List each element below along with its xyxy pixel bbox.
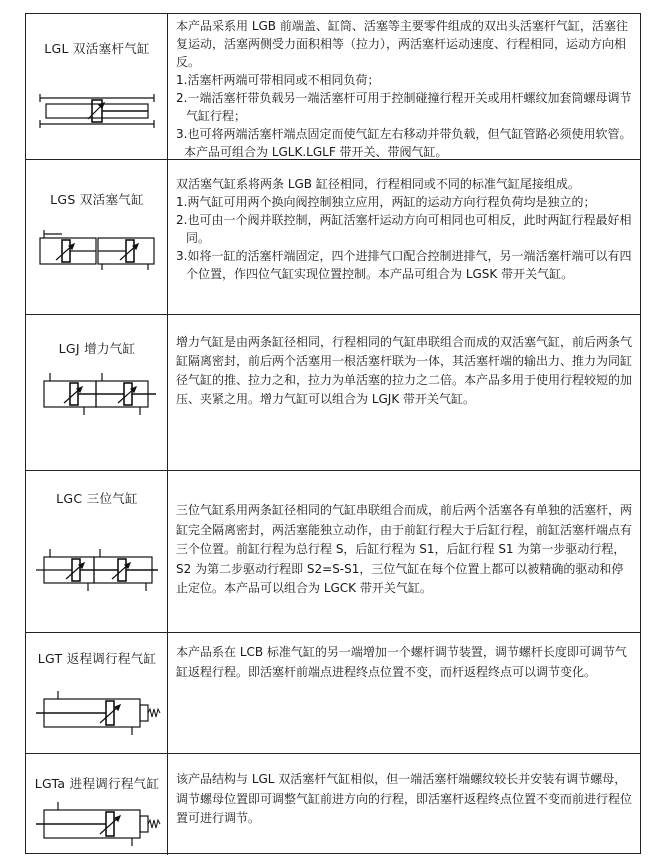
- description-text: 双活塞气缸系将两条 LGB 缸径相同，行程相同或不同的标准气缸尾接组成。: [176, 177, 580, 191]
- name-cell: [26, 160, 168, 314]
- description-text: 本产品采系用 LGB 前端盖、缸筒、活塞等主要零件组成的双出头活塞杆气缸，活塞往复运动，活塞两侧受力面积相等（拉力），两活塞杆运动速度、行程相同，运动方向相反。: [176, 19, 628, 69]
- cylinder-name: LGT 返程调行程气缸: [37, 651, 157, 666]
- description-text: 1.两气缸可用两个换向阀控制独立应用，两缸的运动方向行程负荷均是独立的；: [176, 195, 596, 209]
- table-row: [26, 160, 640, 315]
- description-text: 2.一端活塞杆带负载另一端活塞杆可用于控制碰撞行程开关或用杆螺纹加套筒螺母调节气缸行程；: [176, 91, 632, 123]
- cylinder-name: LGS 双活塞气缸: [50, 192, 144, 207]
- name-cell: [26, 633, 168, 753]
- name-cell: [26, 471, 168, 632]
- table-row: [26, 471, 640, 633]
- double-rod-cylinder-symbol: [36, 86, 158, 136]
- description-text: 本产品系在 LCB 标准气缸的另一端增加一个螺杆调节装置，调节螺杆长度即可调节气缸返程行程。即活塞杆前端点进程终点位置不变，而杆返程终点可以调节变化。: [176, 645, 627, 679]
- table-row: [26, 14, 640, 160]
- description-text: 3.如将一缸的活塞杆端固定，四个进排气口配合控制进排气，另一端活塞杆端可以有四个位置，作四位气缸实现位置控制。本产品可组合为 LGSK 带开关气缸。: [176, 249, 632, 281]
- description: [176, 643, 634, 682]
- name-cell: [26, 14, 168, 159]
- description-text: 三位气缸系用两条缸径相同的气缸串联组合而成，前后两个活塞各有单独的活塞杆，两缸完全隔离密封，两活塞能独立动作，由于前缸行程大于后缸行程，前缸活塞杆端点有三个位置。前缸行程为总行程 S，后缸行程为 S1，后缸行程 S1 为第一步驱动行程，S2 为第二步驱动行程即 S2=S-S1，三位气缸在每个位置上都可以被精确的驱动和停止定位。本产品可以组合为 LGCK 带开关气缸。: [176, 503, 633, 595]
- description: [176, 501, 634, 599]
- description-text: 本产品可组合为 LGLK.LGLF 带开关、带阀气缸。: [184, 145, 448, 159]
- cylinder-name: LGTa 进程调行程气缸: [34, 776, 160, 791]
- force-booster-cylinder-symbol: [36, 369, 158, 417]
- three-position-cylinder-symbol: [36, 547, 158, 591]
- return-stroke-adjust-cylinder-symbol: [36, 689, 162, 737]
- name-cell: [26, 315, 168, 470]
- cylinder-name: LGC 三位气缸: [56, 491, 138, 506]
- advance-stroke-adjust-cylinder-symbol: [36, 798, 162, 848]
- table-row: [26, 754, 640, 855]
- cylinder-name: LGJ 增力气缸: [58, 341, 136, 356]
- description-text: 该产品结构与 LGL 双活塞杆气缸相似，但一端活塞杆端螺纹较长并安装有调节螺母，调节螺母位置即可调整气缸前进方向的行程，即活塞杆返程终点位置不变而前进行程位置可进行调节。: [176, 772, 633, 825]
- description-text: 2.也可由一个阀并联控制，两缸活塞杆运动方向可相同也可相反，此时两缸行程最好相同。: [176, 213, 632, 245]
- double-piston-cylinder-symbol: [36, 226, 158, 270]
- product-table: [25, 13, 641, 854]
- cylinder-name: LGL 双活塞杆气缸: [44, 41, 150, 56]
- description: [176, 17, 634, 161]
- description: [176, 770, 634, 829]
- name-cell: [26, 754, 168, 855]
- table-row: [26, 633, 640, 754]
- description: [176, 333, 634, 409]
- description-text: 增力气缸是由两条缸径相同，行程相同的气缸串联组合而成的双活塞气缸，前后两条气缸隔离密封，前后两个活塞用一根活塞杆联为一体，其活塞杆端的输出力、推力为同缸径气缸的推、拉力之和，拉力为单活塞的拉力之二倍。本产品多用于使用行程较短的加压、夹紧之用。增力气缸可以组合为 LGJK 带开关气缸。: [176, 335, 633, 406]
- table-row: [26, 315, 640, 471]
- description-text: 1.活塞杆两端可带相同或不相同负荷；: [176, 73, 380, 87]
- description: [176, 175, 634, 283]
- description-text: 3.也可将两端活塞杆端点固定而使气缸左右移动并带负载，但气缸管路必须使用软管。: [176, 127, 632, 141]
